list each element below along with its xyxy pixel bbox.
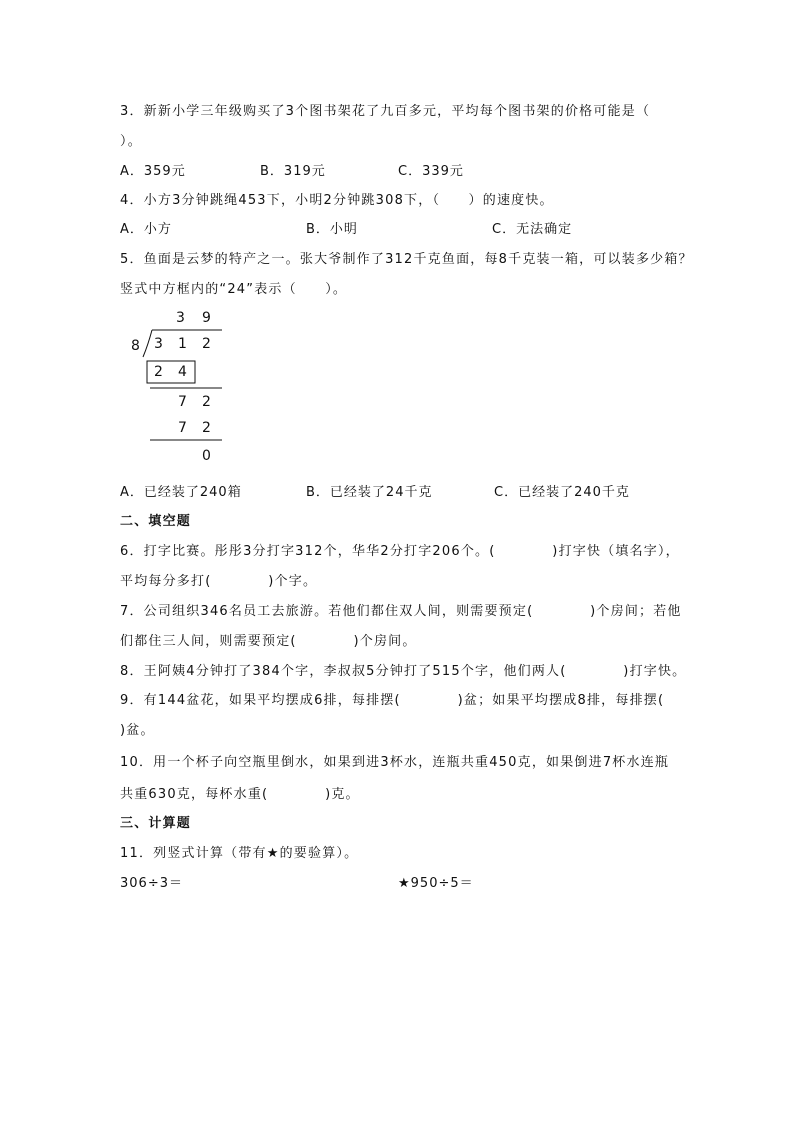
dividend-digit-2: 1 [178, 336, 187, 352]
q5-option-b: B．已经装了24千克 [306, 485, 433, 500]
q4-option-c: C．无法确定 [492, 222, 573, 237]
dividend-digit-1: 3 [154, 336, 163, 352]
section-fill-blank-heading: 二、填空题 [120, 514, 192, 529]
q5-stem: 5．鱼面是云梦的特产之一。张大爷制作了312千克鱼面，每8千克装一箱，可以装多少箱？ [120, 252, 693, 267]
section-calculation-heading: 三、计算题 [120, 816, 192, 831]
q6-stem-2: 平均每分多打( )个字。 [120, 574, 318, 589]
quotient-digit-2: 9 [202, 310, 211, 326]
q9-stem-2: )盆。 [120, 723, 155, 738]
q5-option-a: A．已经装了240箱 [120, 485, 242, 500]
q3-stem-end: ）。 [120, 134, 142, 149]
q6-stem: 6．打字比赛。彤彤3分打字312个，华华2分打字206个。( )打字快（填名字）， [120, 544, 680, 559]
division-bracket [143, 330, 152, 357]
q3-option-a: A．359元 [120, 164, 186, 179]
quotient-digit-1: 3 [176, 310, 185, 326]
q3-option-c: C．339元 [398, 164, 464, 179]
q3-stem: 3．新新小学三年级购买了3个图书架花了九百多元，平均每个图书架的价格可能是（ [120, 104, 651, 119]
row3-digit-2: 2 [202, 420, 211, 436]
row2-digit-2: 2 [202, 394, 211, 410]
q4-option-b: B．小明 [306, 222, 358, 237]
remainder: 0 [202, 448, 211, 464]
q7-stem: 7．公司组织346名员工去旅游。若他们都住双人间，则需要预定( )个房间；若他 [120, 604, 682, 619]
q9-stem: 9．有144盆花，如果平均摆成6排，每排摆( )盆；如果平均摆成8排，每排摆( [120, 693, 665, 708]
q7-stem-2: 们都住三人间，则需要预定( )个房间。 [120, 634, 417, 649]
boxed-digit-2: 4 [178, 364, 187, 380]
q10-stem: 10．用一个杯子向空瓶里倒水，如果到进3杯水，连瓶共重450克，如果倒进7杯水连瓶 [120, 755, 670, 770]
q5-stem-2: 竖式中方框内的“24”表示（ ）。 [120, 282, 348, 297]
q3-option-b: B．319元 [260, 164, 326, 179]
q11-stem: 11．列竖式计算（带有★的要验算）。 [120, 846, 359, 861]
q8-stem: 8．王阿姨4分钟打了384个字，李叔叔5分钟打了515个字，他们两人( )打字快。 [120, 664, 687, 679]
dividend-digit-3: 2 [202, 336, 211, 352]
q11-item-1: 306÷3＝ [120, 876, 183, 891]
q4-stem: 4．小方3分钟跳绳453下，小明2分钟跳308下，（ ）的速度快。 [120, 193, 554, 208]
q5-option-c: C．已经装了240千克 [494, 485, 630, 500]
row2-digit-1: 7 [178, 394, 187, 410]
q10-stem-2: 共重630克，每杯水重( )克。 [120, 787, 360, 802]
q4-option-a: A．小方 [120, 222, 172, 237]
row3-digit-1: 7 [178, 420, 187, 436]
divisor: 8 [131, 338, 140, 354]
boxed-digit-1: 2 [154, 364, 163, 380]
q11-item-2: ★950÷5＝ [398, 876, 474, 891]
